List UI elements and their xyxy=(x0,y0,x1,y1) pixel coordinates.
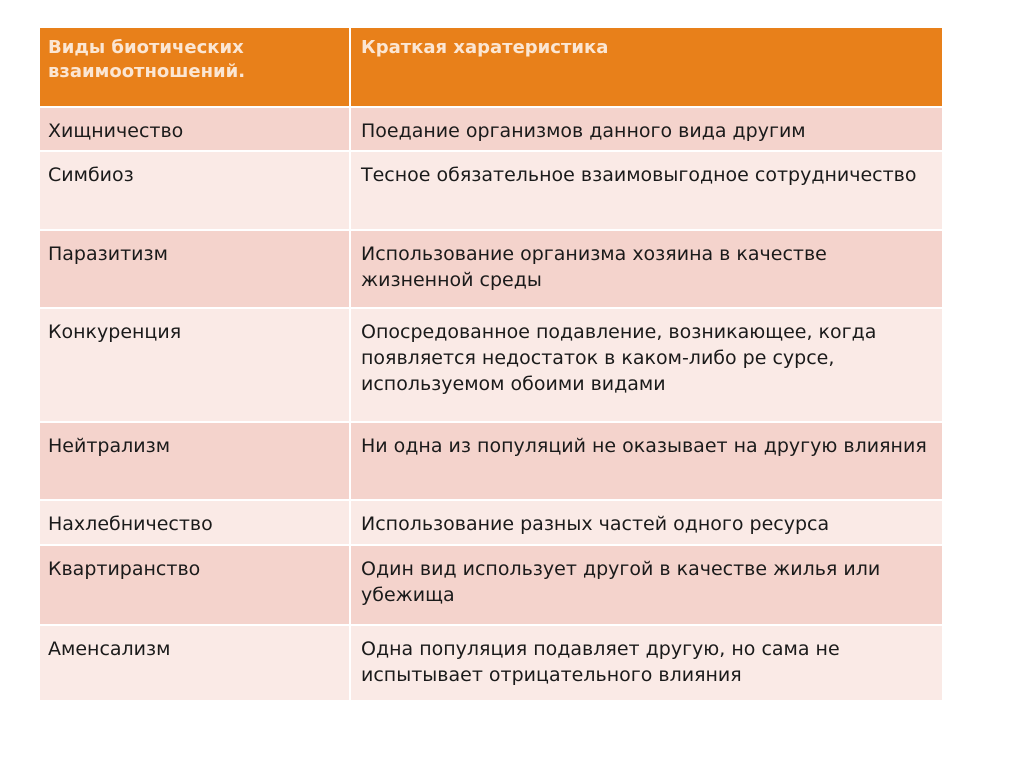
biotic-relations-table xyxy=(38,26,944,702)
header-description: Краткая харатеристика xyxy=(350,27,943,107)
relation-description: Одна популяция подавляет другую, но сама не испытывает отрицательного влияния xyxy=(350,625,943,701)
table-row xyxy=(39,545,943,625)
relation-description: Поедание организмов данного вида другим xyxy=(350,107,943,151)
relation-type: Паразитизм xyxy=(39,230,350,308)
table-row xyxy=(39,422,943,500)
table-row xyxy=(39,625,943,701)
relation-type: Нейтрализм xyxy=(39,422,350,500)
relation-description: Ни одна из популяций не оказывает на другую влияния xyxy=(350,422,943,500)
header-row xyxy=(39,27,943,107)
relation-description: Один вид использует другой в качестве жилья или убежища xyxy=(350,545,943,625)
relation-type: Хищничество xyxy=(39,107,350,151)
relation-type: Квартиранство xyxy=(39,545,350,625)
table-row xyxy=(39,500,943,545)
relation-type: Конкуренция xyxy=(39,308,350,422)
header-type: Виды биотических взаимоотношений. xyxy=(39,27,350,107)
table-row xyxy=(39,107,943,151)
relation-type: Нахлебничество xyxy=(39,500,350,545)
relation-type: Симбиоз xyxy=(39,151,350,230)
table-row xyxy=(39,151,943,230)
table-row xyxy=(39,308,943,422)
relation-description: Опосредованное подавление, возникающее, когда появляется недостаток в каком-либо ре сурсе, используемом обоими видами xyxy=(350,308,943,422)
table-row xyxy=(39,230,943,308)
relation-description: Использование организма хозяина в качестве жизненной среды xyxy=(350,230,943,308)
relation-type: Аменсализм xyxy=(39,625,350,701)
relation-description: Использование разных частей одного ресурса xyxy=(350,500,943,545)
relation-description: Тесное обязательное взаимовыгодное сотрудничество xyxy=(350,151,943,230)
